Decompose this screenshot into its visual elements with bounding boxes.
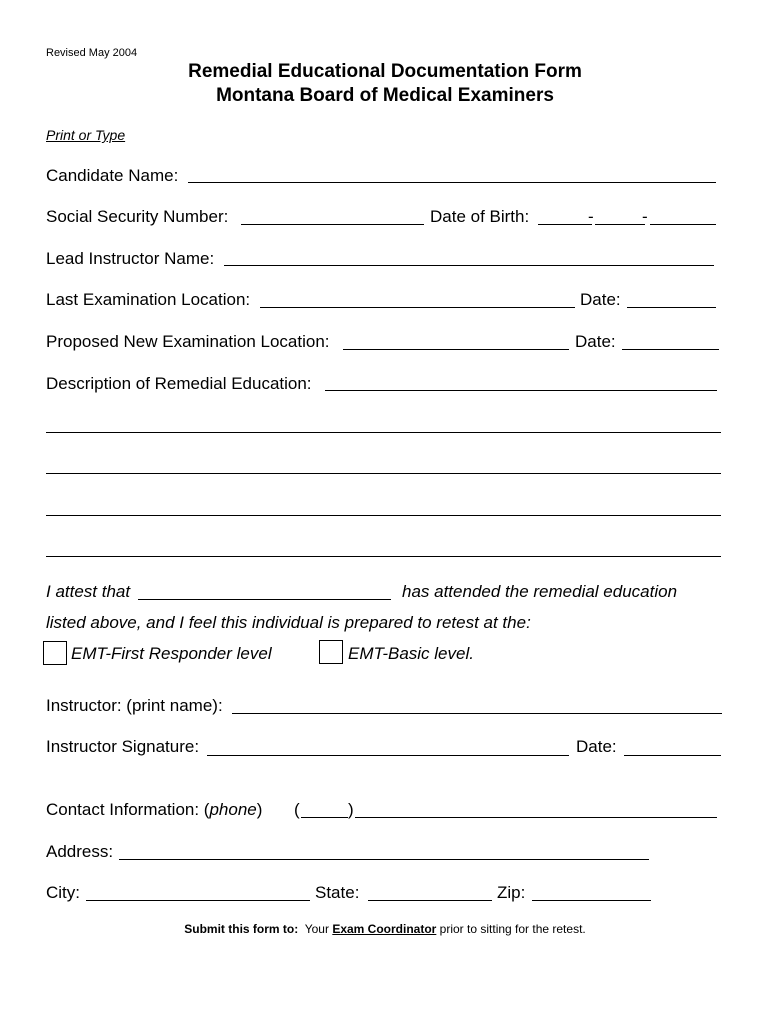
dob-month-field[interactable]: [538, 224, 592, 225]
ssn-label: Social Security Number:: [46, 207, 229, 226]
dob-year-field[interactable]: [650, 224, 716, 225]
exam-coordinator: Exam Coordinator: [332, 922, 437, 936]
area-code-field[interactable]: [301, 817, 348, 818]
address-label: Address:: [46, 842, 114, 861]
emt-basic-label: EMT-Basic level.: [348, 644, 474, 663]
zip-label: Zip:: [497, 883, 526, 902]
emt-basic-checkbox[interactable]: [319, 640, 343, 664]
instructor-signature-label: Instructor Signature:: [46, 737, 200, 756]
instructor-print-name-label: Instructor: (print name):: [46, 696, 223, 715]
phone-label: phone: [209, 800, 257, 819]
contact-label-close: ): [256, 800, 263, 819]
emt-first-responder-checkbox[interactable]: [43, 641, 67, 665]
form-title: Remedial Educational Documentation Form: [188, 61, 582, 82]
description-line[interactable]: [46, 556, 721, 557]
description-field[interactable]: [325, 390, 717, 391]
area-code-close-paren: ): [348, 800, 354, 819]
state-label: State:: [315, 883, 360, 902]
proposed-date-label: Date:: [575, 332, 616, 351]
submit-your: Your: [304, 922, 329, 936]
submit-label: Submit this form to:: [184, 922, 299, 936]
attest-candidate-field[interactable]: [138, 599, 391, 600]
description-line[interactable]: [46, 473, 721, 474]
last-exam-date-field[interactable]: [627, 307, 716, 308]
instructor-signature-field[interactable]: [207, 755, 569, 756]
revised-date: Revised May 2004: [46, 47, 138, 59]
dob-separator: -: [588, 207, 594, 226]
zip-field[interactable]: [532, 900, 651, 901]
contact-info-label: [46, 800, 262, 820]
attest-line2: listed above, and I feel this individual is prepared to retest at the:: [46, 613, 531, 632]
proposed-location-label: Proposed New Examination Location:: [46, 332, 330, 351]
description-line[interactable]: [46, 432, 721, 433]
instructor-print-name-field[interactable]: [232, 713, 722, 714]
ssn-field[interactable]: [241, 224, 424, 225]
candidate-name-field[interactable]: [188, 182, 716, 183]
proposed-location-field[interactable]: [343, 349, 569, 350]
description-line[interactable]: [46, 515, 721, 516]
city-label: City:: [46, 883, 80, 902]
submit-instructions: [0, 922, 770, 936]
state-field[interactable]: [368, 900, 492, 901]
form-subtitle: Montana Board of Medical Examiners: [216, 85, 554, 106]
print-or-type-note: Print or Type: [46, 127, 126, 143]
submit-rest: prior to sitting for the retest.: [439, 922, 586, 936]
proposed-date-field[interactable]: [622, 349, 719, 350]
last-exam-date-label: Date:: [580, 290, 621, 309]
instructor-date-field[interactable]: [624, 755, 721, 756]
lead-instructor-field[interactable]: [224, 265, 714, 266]
emt-first-responder-label: EMT-First Responder level: [71, 644, 272, 663]
area-code-open-paren: (: [294, 800, 300, 819]
contact-label-text: Contact Information: (: [46, 800, 210, 819]
dob-day-field[interactable]: [595, 224, 645, 225]
lead-instructor-label: Lead Instructor Name:: [46, 249, 215, 268]
last-exam-location-label: Last Examination Location:: [46, 290, 251, 309]
address-field[interactable]: [119, 859, 649, 860]
city-field[interactable]: [86, 900, 310, 901]
dob-separator: -: [642, 207, 648, 226]
description-label: Description of Remedial Education:: [46, 374, 312, 393]
attest-prefix: I attest that: [46, 582, 131, 601]
dob-label: Date of Birth:: [430, 207, 530, 226]
instructor-date-label: Date:: [576, 737, 617, 756]
attest-suffix: has attended the remedial education: [402, 582, 678, 601]
last-exam-location-field[interactable]: [260, 307, 575, 308]
candidate-name-label: Candidate Name:: [46, 166, 179, 185]
phone-number-field[interactable]: [355, 817, 717, 818]
